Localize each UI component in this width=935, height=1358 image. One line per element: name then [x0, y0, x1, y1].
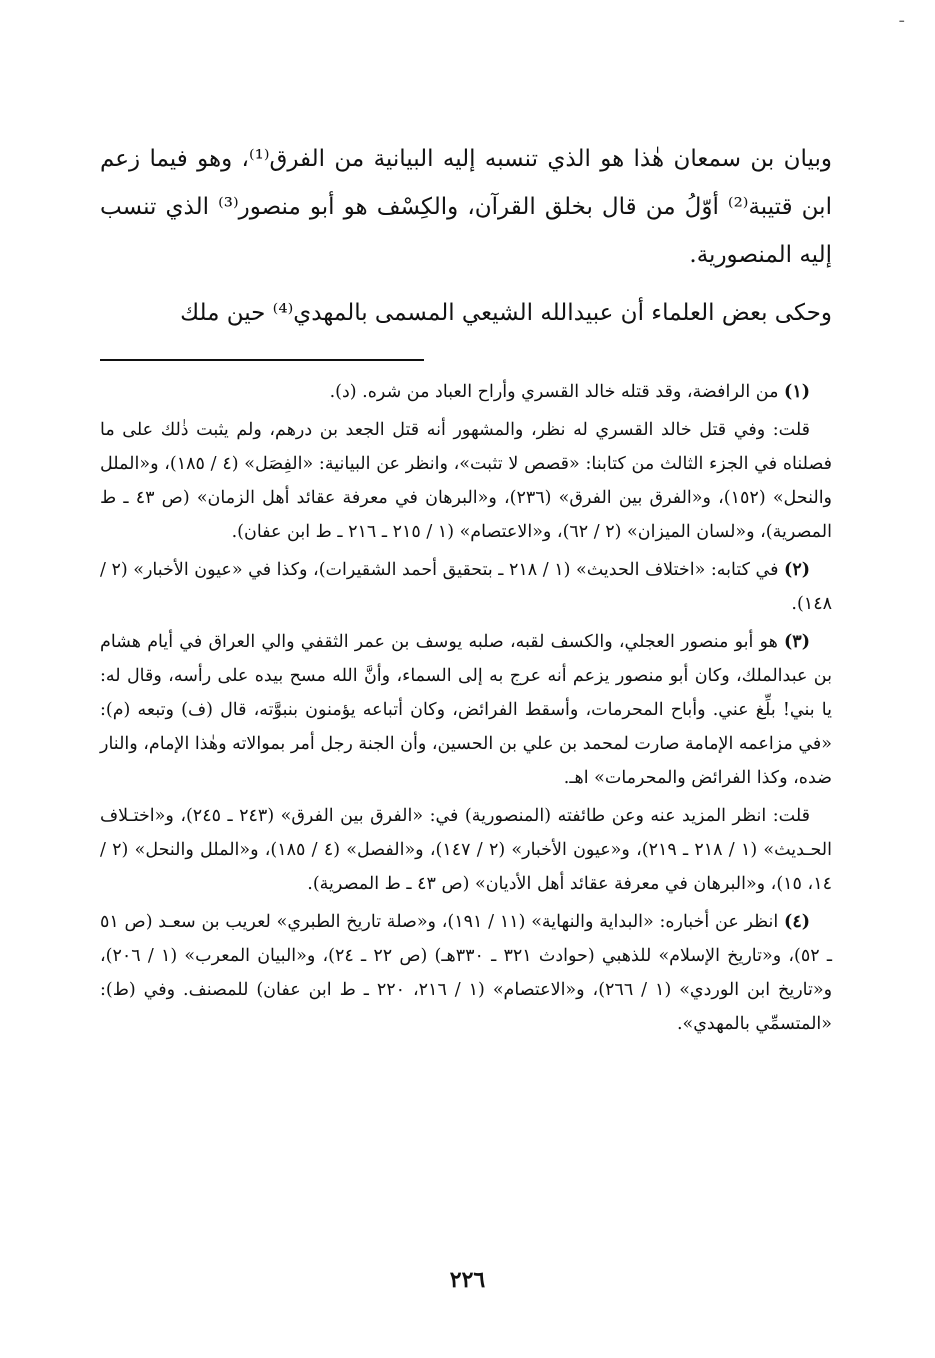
footnote-number: (٢) — [784, 560, 810, 580]
footnote-text: قلت: انظر المزيد عنه وعن طائفته (المنصورية) في: «الفرق بين الفرق» (٢٤٣ ـ ٢٤٥)، و«اختـلاف الحـديث» (١ / ٢١٨ ـ ٢١٩)، و«عيون الأخبار» (٢ / ١٤٧)، و«الفصل» (٤ / ١٨٥)، و«الملل والنحل» (٢ / ١٤، ١٥)، و«البرهان في معرفة عقائد أهل الأديان» (ص ٤٣ ـ ط المصرية). — [100, 806, 832, 894]
footnote-text: هو أبو منصور العجلي، والكسف لقبه، صلبه يوسف بن عمر الثقفي والي العراق في أيام هشام بن عبدالملك، وكان أبو منصور يزعم أنه عرج به إلى السماء، وأنَّ الله مسح بيده على رأسه، وقال له: يا بني! بلِّغ عني. وأباح المحرمات، وأسقط الفرائض، وكان أتباعه يؤمنون بنبوَّته، قال (ف) وتبعه (م): «في مزاعمه الإمامة صارت لمحمد بن علي بن الحسين، وأن الجنة رجل أمر بموالاته وهٰذا الإمام، والنار ضده، وكذا الفرائض والمحرمات» اهـ. — [100, 632, 832, 788]
footnote-separator — [100, 359, 424, 361]
footnotes-section — [100, 375, 832, 1041]
page-number: ٢٢٦ — [449, 1267, 486, 1293]
footnote-text: انظر عن أخباره: «البداية والنهاية» (١١ / ١٩١)، و«صلة تاريخ الطبري» لعريب بن سعـد (ص ٥١ ـ ٥٢)، و«تاريخ الإسلام» للذهبي (حوادث ٣٢١ ـ ٣٣٠هـ) (ص ٢٢ ـ ٢٤)، و«البيان المعرب» (١ / ٢٠٦)، و«تاريخ ابن الوردي» (١ / ٢٦٦)، و«الاعتصام» (١ / ٢١٦، ٢٢٠ ـ ط ابن عفان) للمصنف. وفي (ط): «المتسمِّي بالمهدي». — [100, 912, 833, 1034]
footnote-1 — [100, 375, 832, 409]
page-body — [100, 135, 832, 1045]
footnote-3-continuation — [100, 799, 832, 901]
footnote-text: في كتابه: «اختلاف الحديث» (١ / ٢١٨ ـ بتحقيق أحمد الشقيرات)، وكذا في «عيون الأخبار» (٢ / ١٤٨). — [100, 560, 832, 614]
main-paragraph-2: وحكى بعض العلماء أن عبيدالله الشيعي المسمى بالمهدي⁽⁴⁾ حين ملك — [180, 300, 832, 326]
footnote-number: (٣) — [784, 632, 810, 652]
footnote-3 — [100, 625, 832, 795]
footnote-text: من الرافضة، وقد قتله خالد القسري وأراح العباد من شره. (د). — [329, 382, 779, 402]
footnote-4 — [100, 905, 832, 1041]
main-text — [100, 135, 832, 337]
footnote-text: قلت: وفي قتل خالد القسري له نظر، والمشهور أنه قتل الجعد بن درهم، ولم يثبت ذٰلك على ما فصلناه في الجزء الثالث من كتابنا: «قصص لا تثبت»، وانظر عن البيانية: «الفِصَل» (٤ / ١٨٥)، و«الملل والنحل» (١٥٢)، و«الفرق بين الفرق» (٢٣٦)، و«البرهان في معرفة عقائد أهل الزمان» (ص ٤٣ ـ ط المصرية)، و«لسان الميزان» (٢ / ٦٢)، و«الاعتصام» (١ / ٢١٥ ـ ٢١٦ ـ ط ابن عفان). — [100, 420, 833, 542]
footnote-1-continuation — [100, 413, 832, 549]
footnote-number: (٤) — [784, 912, 810, 932]
footnote-2 — [100, 553, 832, 621]
main-paragraph-1: وبيان بن سمعان هٰذا هو الذي تنسبه إليه البيانية من الفرق⁽¹⁾، وهو فيما زعم ابن قتيبة⁽²⁾ أوّلُ من قال بخلق القرآن، والكِسْف هو أبو منصور⁽³⁾ الذي تنسب إليه المنصورية. — [100, 146, 832, 268]
footnote-number: (١) — [784, 382, 810, 402]
corner-mark: - — [898, 10, 905, 31]
